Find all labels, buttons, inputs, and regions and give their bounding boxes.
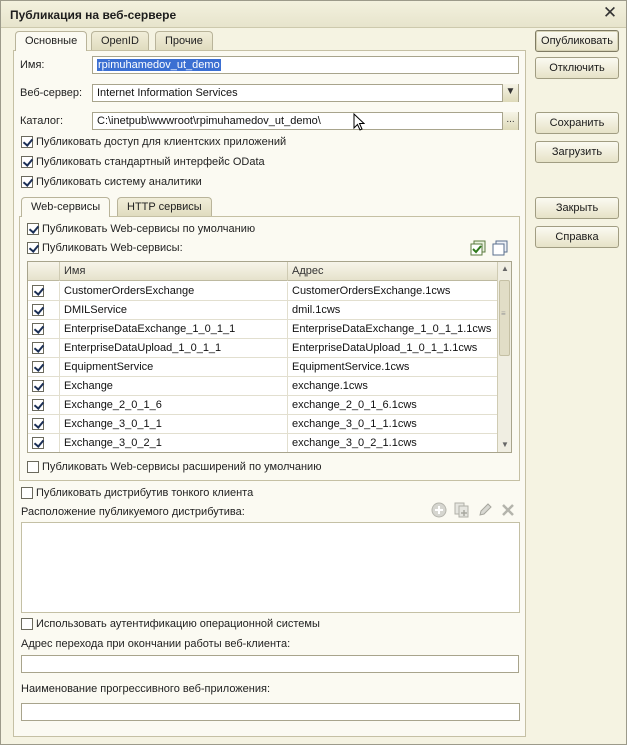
table-row[interactable] xyxy=(28,339,498,358)
publish-odata-checkbox[interactable] xyxy=(21,156,265,170)
table-row[interactable] xyxy=(28,282,498,301)
row-address: exchange.1cws xyxy=(292,380,368,392)
publish-ws-extensions-checkbox[interactable] xyxy=(27,461,321,475)
scroll-up-icon[interactable]: ▲ xyxy=(501,264,509,273)
row-checkbox[interactable] xyxy=(32,285,44,297)
checkbox-unchecked xyxy=(21,487,33,499)
disable-button[interactable]: Отключить xyxy=(535,57,619,79)
delete-icon[interactable] xyxy=(499,501,517,519)
distrib-location-label: Расположение публикуемого дистрибутива: xyxy=(21,506,245,518)
table-row[interactable] xyxy=(28,301,498,320)
row-name: Exchange_3_0_1_1 xyxy=(60,415,288,434)
title-bar xyxy=(1,1,626,28)
catalog-browse-button[interactable]: ... xyxy=(502,112,518,130)
row-checkbox[interactable] xyxy=(32,399,44,411)
row-name: EnterpriseDataUpload_1_0_1_1 xyxy=(60,339,288,358)
tab-openid[interactable]: OpenID xyxy=(91,31,149,50)
row-name: EquipmentService xyxy=(60,358,288,377)
row-checkbox[interactable] xyxy=(32,437,44,449)
header-name[interactable]: Имя xyxy=(60,262,288,281)
publish-clients-label: Публиковать доступ для клиентских приложений xyxy=(36,136,287,149)
publish-ws-default-label: Публиковать Web-сервисы по умолчанию xyxy=(42,223,256,236)
webserver-value: Internet Information Services xyxy=(97,87,238,99)
row-check-cell[interactable] xyxy=(28,282,60,301)
row-address: exchange_3_0_2_1.1cws xyxy=(292,437,417,449)
help-button[interactable]: Справка xyxy=(535,226,619,248)
check-all-icon[interactable] xyxy=(469,239,487,257)
publish-analytics-label: Публиковать систему аналитики xyxy=(36,176,202,189)
catalog-value: C:\inetpub\wwwroot\rpimuhamedov_ut_demo\ xyxy=(97,115,321,127)
publish-odata-label: Публиковать стандартный интерфейс OData xyxy=(36,156,265,169)
tab-other[interactable]: Прочие xyxy=(155,31,213,50)
row-check-cell[interactable] xyxy=(28,415,60,434)
table-row[interactable] xyxy=(28,320,498,339)
publish-button[interactable]: Опубликовать xyxy=(535,30,619,52)
checkbox-checked xyxy=(27,242,39,254)
table-header xyxy=(28,262,498,281)
row-address: EnterpriseDataUpload_1_0_1_1.1cws xyxy=(292,342,478,354)
checkbox-checked xyxy=(21,176,33,188)
publish-distrib-label: Публиковать дистрибутив тонкого клиента xyxy=(36,487,254,500)
header-address[interactable]: Адрес xyxy=(292,265,324,277)
row-checkbox[interactable] xyxy=(32,323,44,335)
tab-http-services[interactable]: HTTP сервисы xyxy=(117,197,212,216)
chevron-down-icon[interactable]: ▼ xyxy=(502,84,518,102)
uncheck-all-icon[interactable] xyxy=(491,239,509,257)
publish-clients-checkbox[interactable] xyxy=(21,136,286,150)
row-name: DMILService xyxy=(60,301,288,320)
table-row[interactable] xyxy=(28,415,498,434)
row-checkbox[interactable] xyxy=(32,418,44,430)
publish-ws-label: Публиковать Web-сервисы: xyxy=(42,242,183,255)
row-address: EquipmentService.1cws xyxy=(292,361,410,373)
row-checkbox[interactable] xyxy=(32,380,44,392)
row-check-cell[interactable] xyxy=(28,339,60,358)
catalog-label: Каталог: xyxy=(20,115,64,127)
row-check-cell[interactable] xyxy=(28,320,60,339)
distrib-location-list[interactable] xyxy=(21,522,520,613)
tab-main[interactable]: Основные xyxy=(15,31,87,51)
row-name: Exchange_2_0_1_6 xyxy=(60,396,288,415)
checkbox-checked xyxy=(27,223,39,235)
name-field[interactable] xyxy=(92,56,519,74)
webserver-label: Веб-сервер: xyxy=(20,87,83,99)
scroll-down-icon[interactable]: ▼ xyxy=(501,440,509,449)
row-name: Exchange xyxy=(60,377,288,396)
row-address: dmil.1cws xyxy=(292,304,341,316)
row-checkbox[interactable] xyxy=(32,304,44,316)
row-address: exchange_2_0_1_6.1cws xyxy=(292,399,417,411)
row-check-cell[interactable] xyxy=(28,434,60,453)
tab-web-services[interactable]: Web-сервисы xyxy=(21,197,110,217)
close-button[interactable]: Закрыть xyxy=(535,197,619,219)
header-check-column xyxy=(28,262,60,281)
name-value: rpimuhamedov_ut_demo xyxy=(98,59,220,71)
publish-analytics-checkbox[interactable] xyxy=(21,176,202,190)
row-checkbox[interactable] xyxy=(32,342,44,354)
copy-icon[interactable] xyxy=(453,501,471,519)
table-row[interactable] xyxy=(28,377,498,396)
save-button[interactable]: Сохранить xyxy=(535,112,619,134)
row-name: CustomerOrdersExchange xyxy=(60,282,288,301)
publish-ws-checkbox[interactable] xyxy=(27,242,183,256)
os-auth-label: Использовать аутентификацию операционной системы xyxy=(36,618,320,631)
table-row[interactable] xyxy=(28,434,498,453)
row-check-cell[interactable] xyxy=(28,396,60,415)
checkbox-unchecked xyxy=(27,461,39,473)
row-name: EnterpriseDataExchange_1_0_1_1 xyxy=(60,320,288,339)
row-address: exchange_3_0_1_1.1cws xyxy=(292,418,417,430)
webserver-select[interactable] xyxy=(92,84,519,102)
pwa-name-field[interactable] xyxy=(21,703,520,721)
catalog-field[interactable] xyxy=(92,112,519,130)
checkbox-checked xyxy=(21,136,33,148)
table-scrollbar[interactable] xyxy=(497,262,511,452)
row-check-cell[interactable] xyxy=(28,301,60,320)
pwa-name-label: Наименование прогрессивного веб-приложения: xyxy=(21,683,271,695)
close-icon[interactable]: ✕ xyxy=(602,3,618,22)
add-icon[interactable] xyxy=(430,501,448,519)
name-label: Имя: xyxy=(20,59,45,71)
mouse-cursor-icon xyxy=(353,113,365,132)
web-services-table[interactable] xyxy=(27,261,512,453)
publish-ws-extensions-label: Публиковать Web-сервисы расширений по умолчанию xyxy=(42,461,322,474)
row-address: EnterpriseDataExchange_1_0_1_1.1cws xyxy=(292,323,492,335)
os-auth-checkbox[interactable] xyxy=(21,618,320,632)
load-button[interactable]: Загрузить xyxy=(535,141,619,163)
exit-url-field[interactable] xyxy=(21,655,519,673)
edit-icon[interactable] xyxy=(476,501,494,519)
publish-ws-default-checkbox[interactable] xyxy=(27,223,255,237)
checkbox-checked xyxy=(21,156,33,168)
table-row[interactable] xyxy=(28,396,498,415)
row-check-cell[interactable] xyxy=(28,377,60,396)
row-check-cell[interactable] xyxy=(28,358,60,377)
row-address: CustomerOrdersExchange.1cws xyxy=(292,285,451,297)
exit-url-label: Адрес перехода при окончании работы веб-клиента: xyxy=(21,638,291,650)
scroll-thumb[interactable] xyxy=(499,280,510,356)
checkbox-unchecked xyxy=(21,618,33,630)
window-title: Публикация на веб-сервере xyxy=(10,8,177,22)
row-name: Exchange_3_0_2_1 xyxy=(60,434,288,453)
publish-distrib-checkbox[interactable] xyxy=(21,487,253,501)
table-row[interactable] xyxy=(28,358,498,377)
row-checkbox[interactable] xyxy=(32,361,44,373)
